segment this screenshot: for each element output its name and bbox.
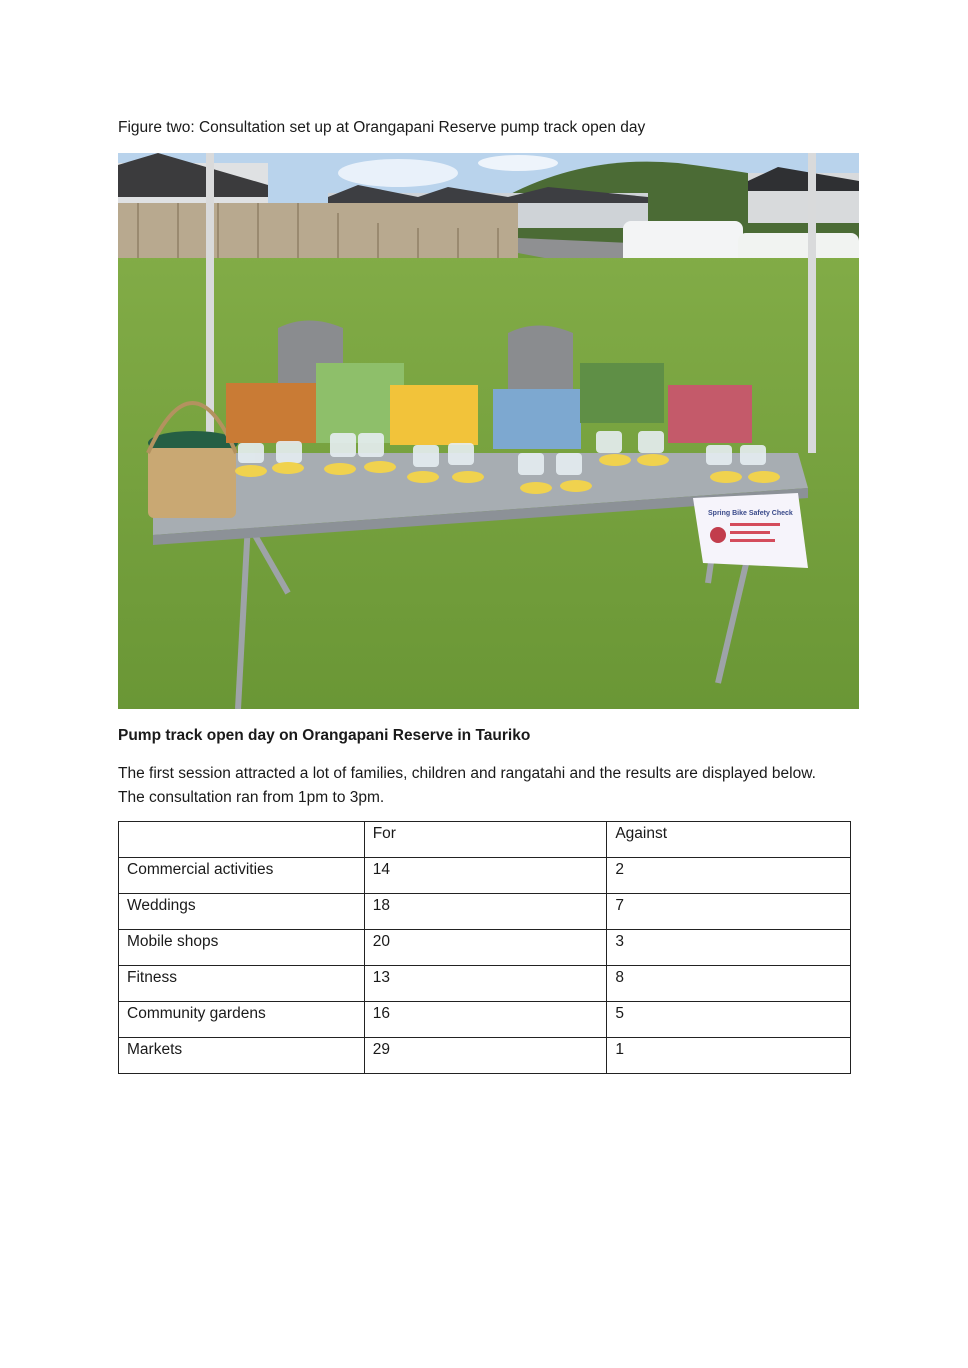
for-cell: 20 [364,930,607,966]
against-cell: 3 [607,930,851,966]
gazebo-pole-right [808,153,816,453]
for-cell: 16 [364,1002,607,1038]
activity-cell: Commercial activities [119,858,365,894]
activity-cell: Community gardens [119,1002,365,1038]
table-row [119,1038,851,1074]
against-cell: 2 [607,858,851,894]
woven-basket [148,448,236,518]
for-cell: 29 [364,1038,607,1074]
activity-cell: Weddings [119,894,365,930]
results-table [118,821,851,1074]
table-header-row [119,822,851,858]
header-cell-for: For [364,822,607,858]
against-cell: 7 [607,894,851,930]
for-cell: 14 [364,858,607,894]
photo-board-1 [226,383,316,443]
table-row [119,858,851,894]
photo-board-4 [493,389,581,449]
photo-board-6 [668,385,752,443]
table-row [119,930,851,966]
table-row [119,966,851,1002]
poster-title: Spring Bike Safety Check [708,510,793,517]
figure-caption: Figure two: Consultation set up at Orangapani Reserve pump track open day [118,119,646,136]
activity-cell: Fitness [119,966,365,1002]
photo-board-5 [580,363,664,423]
against-cell: 1 [607,1038,851,1074]
table-row [119,894,851,930]
for-cell: 13 [364,966,607,1002]
bike-safety-poster [693,493,808,568]
activity-cell: Mobile shops [119,930,365,966]
consultation-photo [118,153,859,709]
intro-paragraph: The first session attracted a lot of families, children and rangatahi and the results are displayed below. The consultation ran from 1pm to 3pm. [118,765,816,806]
header-cell-against: Against [607,822,851,858]
photo-board-3 [390,385,478,445]
camp-chair-right [508,326,573,399]
section-heading: Pump track open day on Orangapani Reserve in Tauriko [118,727,531,744]
table-row [119,1002,851,1038]
against-cell: 8 [607,966,851,1002]
for-cell: 18 [364,894,607,930]
activity-cell: Markets [119,1038,365,1074]
header-cell-blank [119,822,365,858]
against-cell: 5 [607,1002,851,1038]
